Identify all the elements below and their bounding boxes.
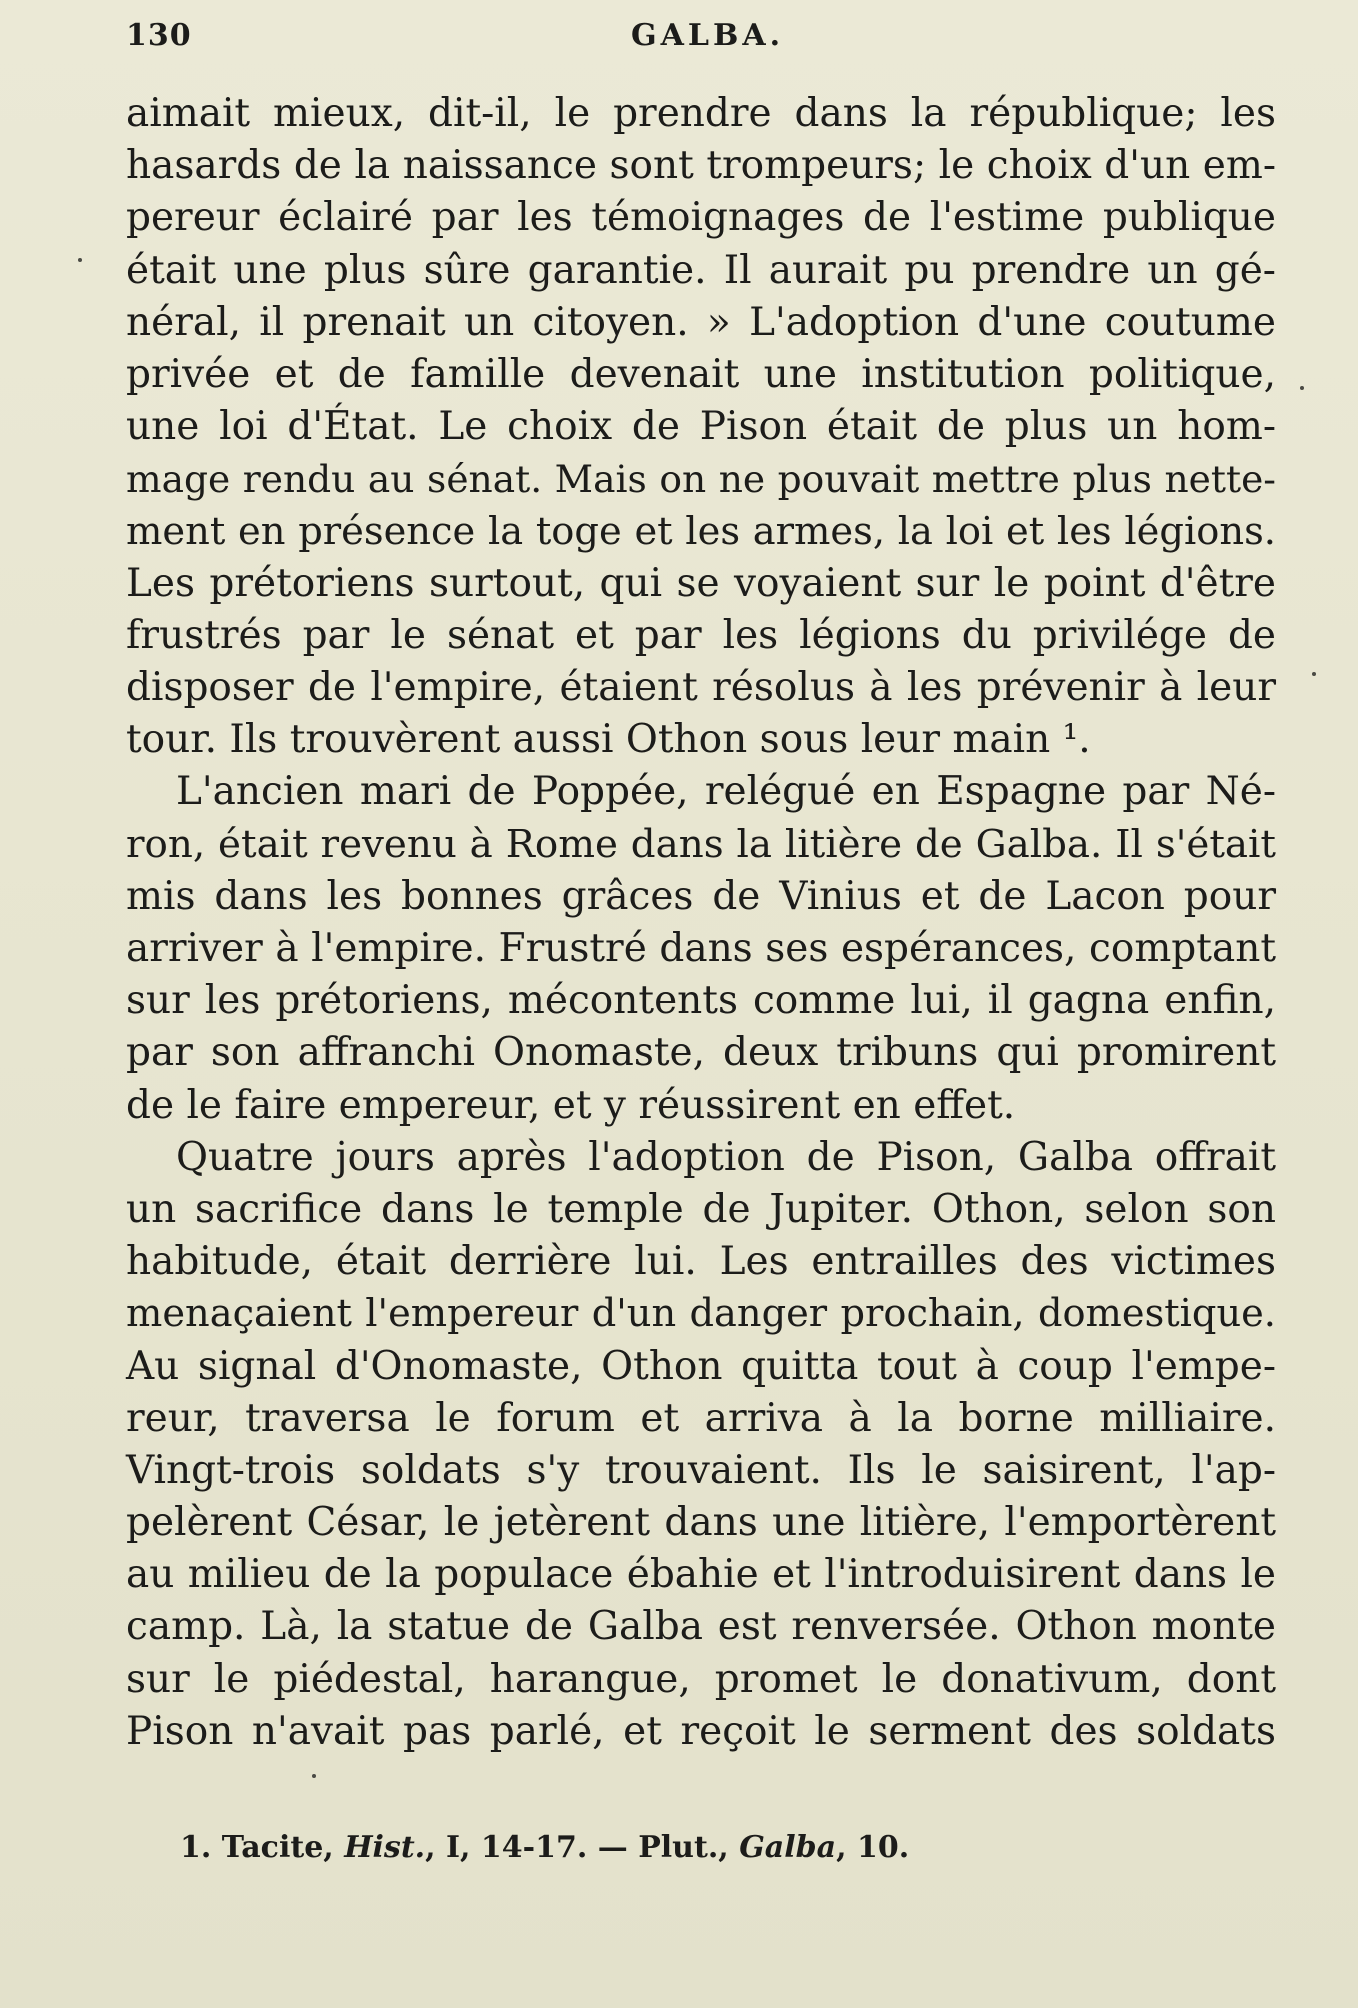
text-line: menaçaient l'empereur d'un danger prochain, domestique.: [126, 1291, 1276, 1337]
text-line: pelèrent César, le jetèrent dans une litière, l'emportèrent: [126, 1500, 1276, 1546]
text-line: néral, il prenait un citoyen. » L'adoption d'une coutume: [126, 299, 1276, 345]
text-line: Au signal d'Onomaste, Othon quitta tout à coup l'empe-: [126, 1343, 1276, 1389]
scan-speck: [1300, 386, 1304, 390]
text-line: disposer de l'empire, étaient résolus à les prévenir à leur: [126, 665, 1276, 711]
text-line: une loi d'État. Le choix de Pison était de plus un hom-: [126, 404, 1276, 450]
text-line: de le faire empereur, et y réussirent en effet.: [126, 1082, 1016, 1128]
body-text: [126, 88, 1276, 1758]
footnote-work-galba: Galba: [739, 1830, 837, 1865]
text-line: frustrés par le sénat et par les légions du privilége de: [126, 612, 1276, 658]
paragraph-3: [126, 1132, 1276, 1758]
text-line: Pison n'avait pas parlé, et reçoit le serment des soldats: [126, 1708, 1276, 1754]
text-line: Quatre jours après l'adoption de Pison, Galba offrait: [176, 1134, 1276, 1180]
text-line: mis dans les bonnes grâces de Vinius et de Lacon pour: [126, 873, 1276, 919]
text-line: arriver à l'empire. Frustré dans ses espérances, comptant: [126, 926, 1276, 971]
scan-speck: [1312, 672, 1316, 676]
text-line: aimait mieux, dit-il, le prendre dans la république; les: [126, 91, 1276, 136]
page-header: [126, 18, 1276, 68]
text-line: Vingt-trois soldats s'y trouvaient. Ils le saisirent, l'ap-: [126, 1447, 1276, 1493]
text-line: tour. Ils trouvèrent aussi Othon sous leur main ¹.: [126, 717, 1091, 763]
scan-speck: [312, 1774, 316, 1778]
text-line: était une plus sûre garantie. Il aurait pu prendre un gé-: [126, 247, 1276, 293]
text-line: mage rendu au sénat. Mais on ne pouvait mettre plus nette-: [126, 457, 1276, 502]
footnote-ref: , I, 14-17. — Plut.,: [425, 1830, 729, 1865]
text-line: reur, traversa le forum et arriva à la borne milliaire.: [126, 1395, 1276, 1441]
text-line: habitude, était derrière lui. Les entrailles des victimes: [126, 1239, 1276, 1285]
footnote-work-hist: Hist.: [344, 1830, 426, 1865]
text-line: ment en présence la toge et les armes, la loi et les légions.: [126, 508, 1276, 554]
text-line: sur les prétoriens, mécontents comme lui, il gagna enfin,: [126, 978, 1276, 1024]
paragraph-1: [126, 88, 1276, 766]
text-line: un sacrifice dans le temple de Jupiter. Othon, selon son: [126, 1186, 1276, 1232]
text-line: camp. Là, la statue de Galba est renversée. Othon monte: [126, 1604, 1276, 1650]
paragraph-2: [126, 766, 1276, 1131]
text-line: privée et de famille devenait une institution politique,: [126, 351, 1276, 397]
text-line: ron, était revenu à Rome dans la litière de Galba. Il s'était: [126, 821, 1276, 867]
text-line: au milieu de la populace ébahie et l'introduisirent dans le: [126, 1552, 1276, 1598]
footnote-number: 1.: [180, 1830, 212, 1865]
page-number: 130: [126, 18, 192, 53]
text-line: hasards de la naissance sont trompeurs; le choix d'un em-: [126, 143, 1276, 189]
text-line: sur le piédestal, harangue, promet le donativum, dont: [126, 1656, 1276, 1702]
running-title: GALBA.: [631, 18, 785, 53]
text-line: Les prétoriens surtout, qui se voyaient sur le point d'être: [126, 560, 1276, 606]
text-line: par son affranchi Onomaste, deux tribuns qui promirent: [126, 1030, 1276, 1076]
footnote: [180, 1828, 1180, 1868]
footnote-ref-end: , 10.: [836, 1830, 910, 1865]
text-line: L'ancien mari de Poppée, relégué en Espagne par Né-: [176, 769, 1276, 815]
text-line: pereur éclairé par les témoignages de l'estime publique: [126, 195, 1276, 241]
scan-speck: [78, 258, 82, 262]
footnote-author: Tacite,: [221, 1830, 334, 1865]
